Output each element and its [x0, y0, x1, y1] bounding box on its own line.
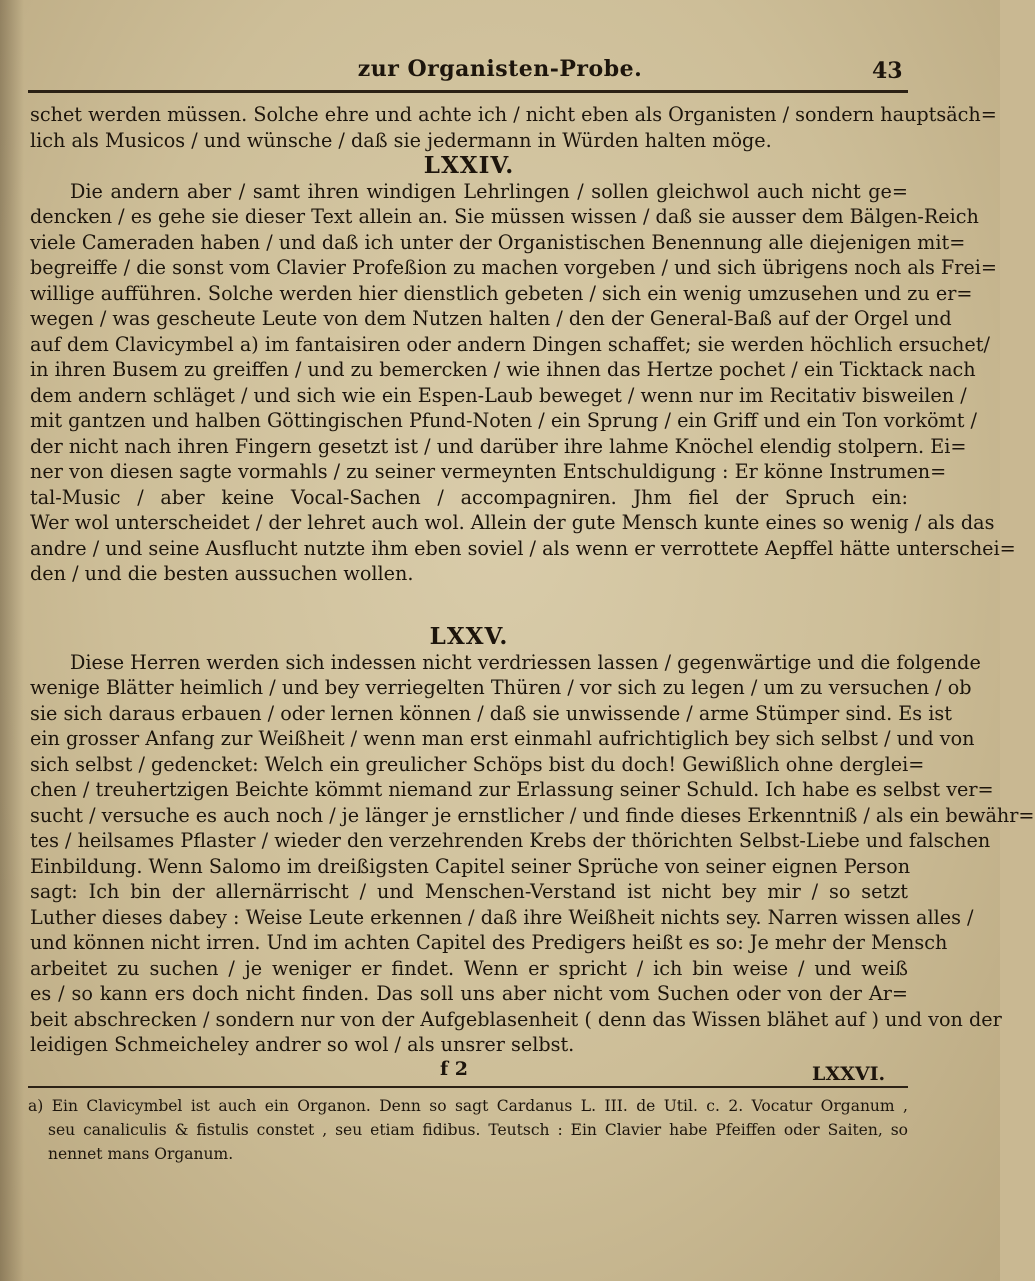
footnote-rule	[28, 1086, 908, 1088]
catchword: LXXVI.	[812, 1063, 886, 1085]
text-line: sich selbst / gedencket: Welch ein greulicher Schöps bist du doch! Gewißlich ohne derglei=	[30, 752, 925, 776]
text-line: der nicht nach ihren Fingern gesetzt ist / und darüber ihre lahme Knöchel elendig stolpern. Ei=	[30, 434, 967, 458]
text-line: lich als Musicos / und wünsche / daß sie jedermann in Würden halten möge.	[30, 128, 772, 152]
text-line: ein grosser Anfang zur Weißheit / wenn man erst einmahl aufrichtiglich bey sich selbst / und von	[30, 727, 975, 750]
text-line: es / so kann ers doch nicht finden. Das soll uns aber nicht vom Suchen oder von der Ar=	[30, 982, 908, 1005]
text-line: sucht / versuche es auch noch / je länger je ernstlicher / und finde dieses Erkenntniß / als ein bewähr=	[30, 803, 1035, 827]
footnote-line: nennet mans Organum.	[48, 1145, 234, 1163]
text-line: Einbildung. Wenn Salomo im dreißigsten Capitel seiner Sprüche von seiner eignen Person	[30, 854, 911, 878]
text-line: chen / treuhertzigen Beichte kömmt niemand zur Erlassung seiner Schuld. Ich habe es selbst ver=	[30, 778, 994, 801]
text-line: Die andern aber / samt ihren windigen Lehrlingen / sollen gleichwol auch nicht ge=	[70, 179, 908, 203]
binding-shadow	[0, 0, 24, 1281]
text-line: wenige Blätter heimlich / und bey verriegelten Thüren / vor sich zu legen / um zu versuchen / ob	[30, 676, 972, 699]
running-head: zur Organisten-Probe.	[357, 56, 643, 82]
text-line: arbeitet zu suchen / je weniger er findet. Wenn er spricht / ich bin weise / und weiß	[30, 956, 908, 980]
text-line: Diese Herren werden sich indessen nicht verdriessen lassen / gegenwärtige und die folgende	[70, 650, 981, 674]
text-line: ner von diesen sagte vormahls / zu seiner vermeynten Entschuldigung : Er könne Instrumen=	[30, 460, 947, 483]
text-line: Wer wol unterscheidet / der lehret auch wol. Allein der gute Mensch kunte eines so wenig / als das	[30, 511, 995, 534]
text-line: begreiffe / die sonst vom Clavier Profeßion zu machen vorgeben / und sich übrigens noch als Frei=	[30, 256, 997, 279]
text-line: und können nicht irren. Und im achten Capitel des Predigers heißt es so: Je mehr der Mensch	[30, 931, 948, 954]
text-line: beit abschrecken / sondern nur von der Aufgeblasenheit ( denn das Wissen blähet auf ) und von der	[30, 1007, 1002, 1031]
text-line: den / und die besten aussuchen wollen.	[30, 562, 414, 585]
text-block-lxxiv	[30, 102, 1016, 587]
text-line: willige aufführen. Solche werden hier dienstlich gebeten / sich ein wenig umzusehen und zu er=	[30, 281, 973, 305]
text-line: dem andern schläget / und sich wie ein Espen-Laub beweget / wenn nur im Recitativ bisweilen /	[30, 383, 967, 407]
text-line: andre / und seine Ausflucht nutzte ihm eben soviel / als wenn er verrottete Aepffel hätte unterschei=	[30, 536, 1016, 560]
text-line: viele Cameraden haben / und daß ich unter der Organistischen Benennung alle diejenigen mit=	[30, 230, 966, 254]
section-heading-lxxiv: LXXIV.	[423, 152, 515, 179]
header-rule	[28, 90, 908, 93]
signature-mark: f 2	[440, 1058, 469, 1080]
text-line: tal-Music / aber keine Vocal-Sachen / accompagniren. Jhm fiel der Spruch ein:	[30, 485, 908, 509]
footnote-line: a) Ein Clavicymbel ist auch ein Organon. Denn so sagt Cardanus L. III. de Util. c. 2. Vocatur Organum ,	[28, 1097, 908, 1115]
page-number: 43	[872, 58, 903, 84]
text-line: sagt: Ich bin der allernärrischt / und Menschen-Verstand ist nicht bey mir / so setzt	[30, 880, 908, 903]
footnote-line: seu canaliculis & fistulis constet , seu etiam fidibus. Teutsch : Ein Clavier habe Pfeiffen oder Saiten, so	[48, 1121, 908, 1139]
section-heading-lxxv: LXXV.	[429, 623, 509, 650]
text-line: leidigen Schmeicheley andrer so wol / als unsrer selbst.	[30, 1033, 575, 1056]
text-line: in ihren Busem zu greiffen / und zu bemercken / wie ihnen das Hertze pochet / ein Ticktack nach	[30, 358, 976, 381]
text-block-lxxv	[30, 623, 1035, 1058]
text-line: sie sich daraus erbauen / oder lernen können / daß sie unwissende / arme Stümper sind. Es ist	[30, 701, 952, 725]
text-line: tes / heilsames Pflaster / wieder den verzehrenden Krebs der thörichten Selbst-Liebe und falschen	[30, 829, 991, 852]
text-line: auf dem Clavicymbel a) im fantaisiren oder andern Dingen schaffet; sie werden höchlich ersuchet/	[30, 332, 990, 356]
text-line: schet werden müssen. Solche ehre und achte ich / nicht eben als Organisten / sondern hauptsäch=	[30, 103, 997, 126]
text-line: dencken / es gehe sie dieser Text allein an. Sie müssen wissen / daß sie ausser dem Bälgen-Reich	[30, 205, 979, 228]
text-line: Luther dieses dabey : Weise Leute erkennen / daß ihre Weißheit nichts sey. Narren wissen alles /	[30, 905, 974, 929]
footnote	[28, 1094, 908, 1166]
text-line: mit gantzen und halben Göttingischen Pfund-Noten / ein Sprung / ein Griff und ein Ton vorkömt /	[30, 409, 977, 432]
text-line: wegen / was gescheute Leute von dem Nutzen halten / den der General-Baß auf der Orgel und	[30, 307, 952, 330]
